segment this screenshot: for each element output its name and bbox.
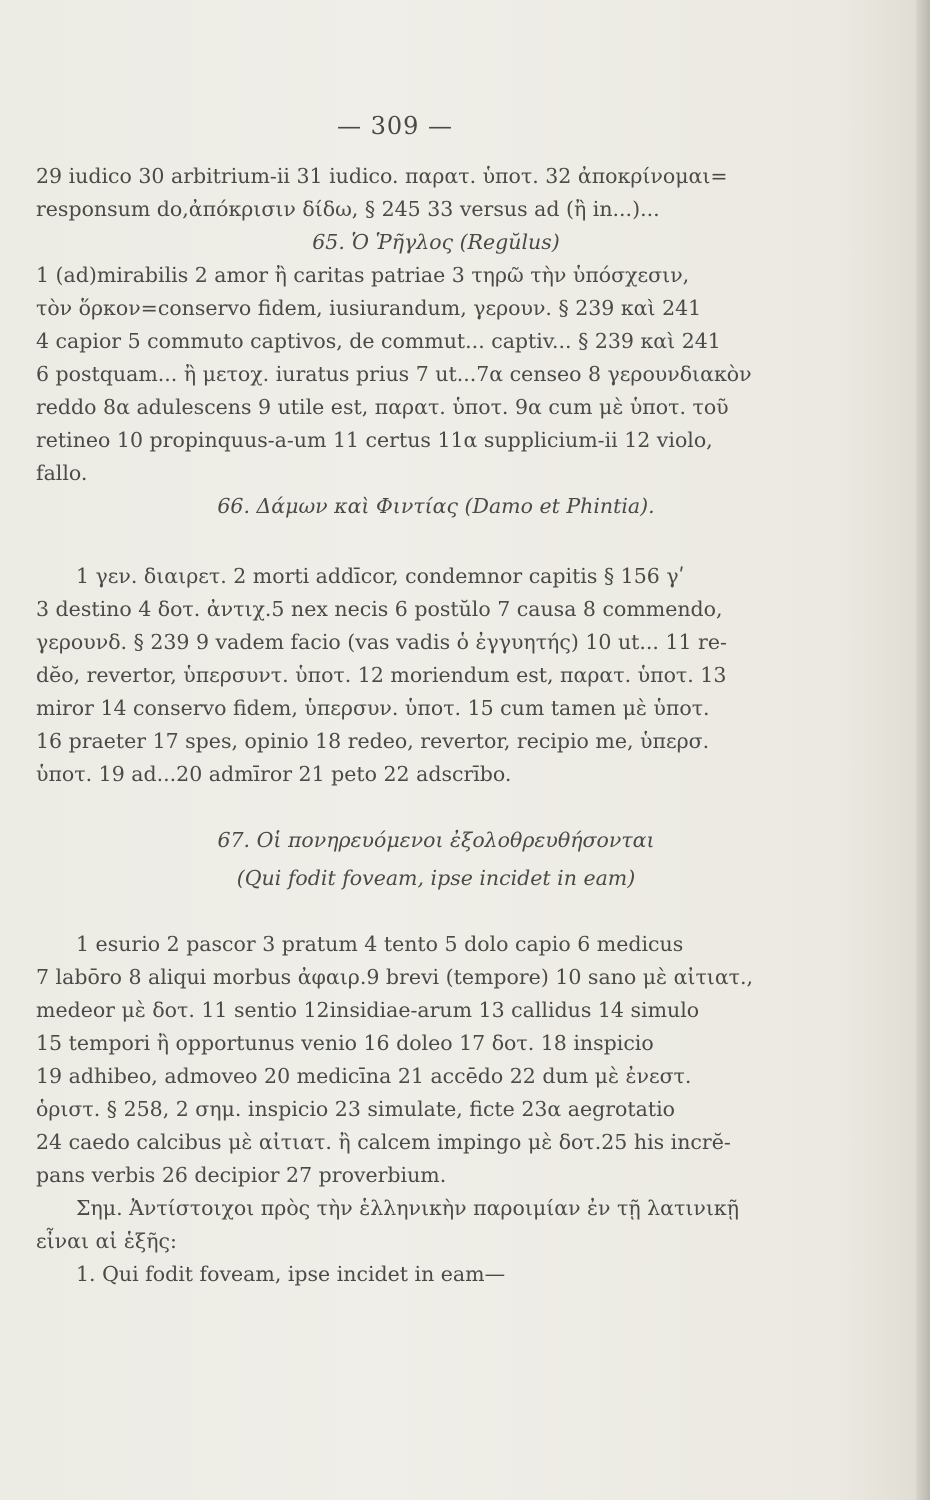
section-heading: 66. Δάμων καὶ Φιντίας (Damo et Phintia). [217,494,655,518]
section-heading: 65. Ὁ Ῥῆγλος (Regŭlus) [312,230,560,254]
text-line: miror 14 conservo fidem, ὑπερσυν. ὑποτ. 15 cum tamen μὲ ὑποτ. [36,696,710,720]
text-line: 6 postquam... ἢ μετοχ. iuratus prius 7 ut...7α censeo 8 γερουνδιακὸν [36,362,752,386]
text-line: 1 (ad)mirabilis 2 amor ἢ caritas patriae 3 τηρῶ τὴν ὑπόσχεσιν, [36,263,690,287]
text-line: τὸν ὅρκον=conservo fidem, iusiurandum, γερουν. § 239 καὶ 241 [36,296,702,320]
text-line: medeor μὲ δοτ. 11 sentio 12insidiae-arum 13 callidus 14 simulo [36,998,700,1022]
text-line: 1 γεν. διαιρετ. 2 morti addīcor, condemnor capitis § 156 γʹ [76,564,685,588]
text-line: Σημ. Ἀντίστοιχοι πρὸς τὴν ἑλληνικὴν παροιμίαν ἐν τῇ λατινικῇ [76,1196,739,1220]
text-line: retineo 10 propinquus-a-um 11 certus 11α supplicium-ii 12 violo, [36,428,713,452]
text-line: 1. Qui fodit foveam, ipse incidet in eam— [76,1262,506,1286]
text-line: ὑποτ. 19 ad...20 admīror 21 peto 22 adscrībo. [36,762,512,786]
text-line [36,791,836,824]
page-number: — 309 — [336,112,454,140]
text-line [36,895,836,928]
text-line: εἶναι αἱ ἑξῆς: [36,1229,177,1253]
section-heading: (Qui fodit foveam, ipse incidet in eam) [236,866,636,890]
text-line: 16 praeter 17 spes, opinio 18 redeo, revertor, recipio me, ὑπερσ. [36,729,710,753]
text-line: 7 labōro 8 aliqui morbus ἀφαιρ.9 brevi (tempore) 10 sano μὲ αἰτιατ., [36,965,754,989]
text-line: 4 capior 5 commuto captivos, de commut... captiv... § 239 καὶ 241 [36,329,721,353]
text-block-66 [36,560,836,857]
text-block-67 [36,862,836,1291]
text-line: 19 adhibeo, admoveo 20 medicīna 21 accēdo 22 dum μὲ ἐνεστ. [36,1064,692,1088]
section-heading: 67. Οἱ πονηρευόμενοι ἐξολοθρευθήσονται [217,828,655,852]
text-line: reddo 8α adulescens 9 utile est, παρατ. ὑποτ. 9α cum μὲ ὑποτ. τοῦ [36,395,729,419]
text-line: fallo. [36,461,88,485]
text-line: γερουνδ. § 239 9 vadem facio (vas vadis ὁ ἐγγυητής) 10 ut... 11 re- [36,630,727,654]
text-line: pans verbis 26 decipior 27 proverbium. [36,1163,447,1187]
text-line: 3 destino 4 δοτ. ἀντιχ.5 nex necis 6 postŭlo 7 causa 8 commendo, [36,597,723,621]
text-line: 15 tempori ἢ opportunus venio 16 doleo 17 δοτ. 18 inspicio [36,1031,654,1055]
text-line: responsum do,ἀπόκρισιν δίδω, § 245 33 versus ad (ἢ in...)... [36,197,660,221]
text-line: ὁριστ. § 258, 2 σημ. inspicio 23 simulate, ficte 23α aegrotatio [36,1097,675,1121]
text-line: 24 caedo calcibus μὲ αἰτιατ. ἢ calcem impingo μὲ δοτ.25 his incrĕ- [36,1130,731,1154]
text-line: dĕo, revertor, ὑπερσυντ. ὑποτ. 12 moriendum est, παρατ. ὑποτ. 13 [36,663,727,687]
page-edge [916,0,930,1500]
text-line: 29 iudico 30 arbitrium-ii 31 iudico. παρατ. ὑποτ. 32 ἀποκρίνομαι= [36,164,728,188]
text-block-65 [36,160,836,523]
text-line: 1 esurio 2 pascor 3 pratum 4 tento 5 dolo capio 6 medicus [76,932,684,956]
